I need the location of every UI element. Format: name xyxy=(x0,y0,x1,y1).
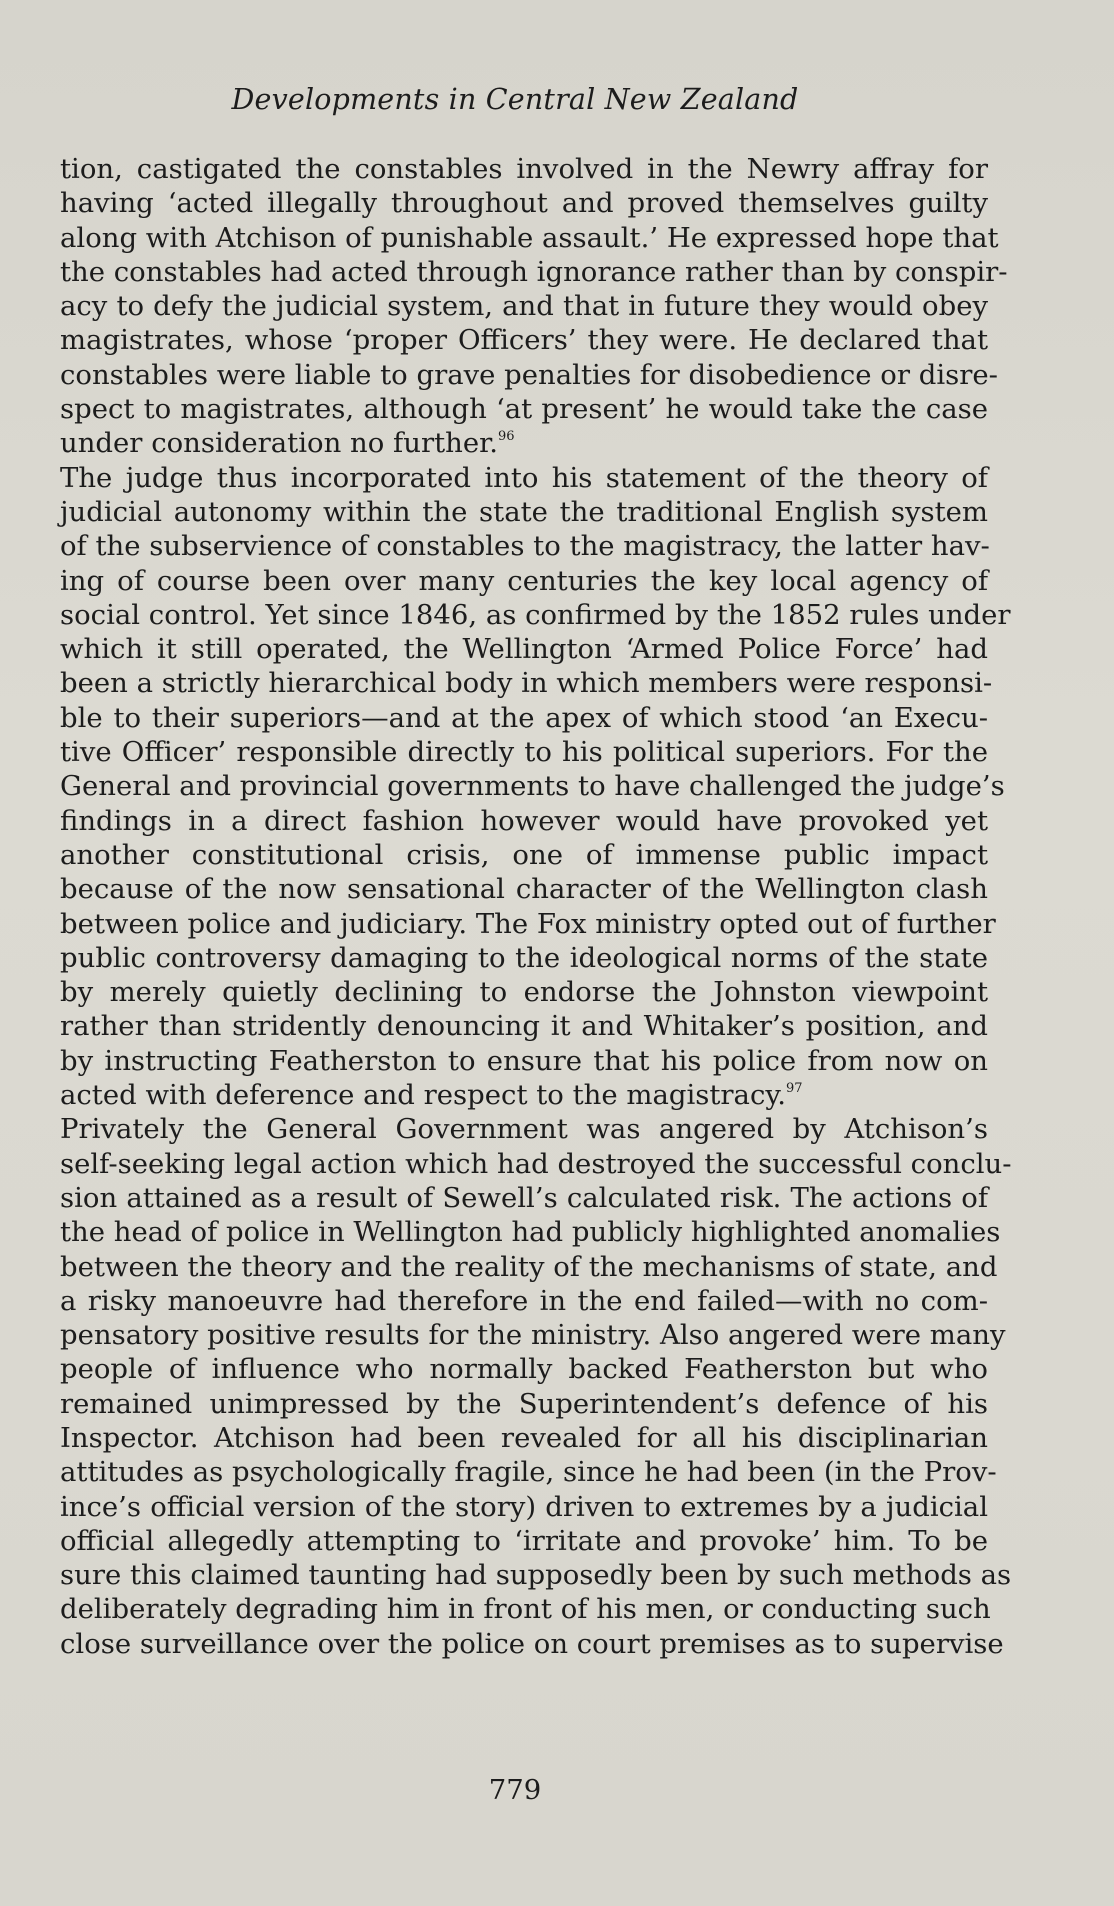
text-line: remained unimpressed by the Superintendent’s defence of his xyxy=(60,1387,988,1420)
text-line: Inspector. Atchison had been revealed for all his disciplinarian xyxy=(60,1421,988,1454)
page-number: 779 xyxy=(488,1774,542,1806)
running-head: Developments in Central New Zealand xyxy=(231,83,799,116)
text-line: people of influence who normally backed Featherston but who xyxy=(60,1353,988,1386)
text-line: tive Officer’ responsible directly to his political superiors. For the xyxy=(60,736,988,769)
text-line: between the theory and the reality of the mechanisms of state, and xyxy=(60,1250,998,1283)
text-line: ble to their superiors—and at the apex of which stood ‘an Execu- xyxy=(60,701,988,734)
text-line-last xyxy=(60,1078,988,1112)
text-line: spect to magistrates, although ‘at present’ he would take the case xyxy=(60,393,988,426)
text-line: of the subservience of constables to the magistracy, the latter hav- xyxy=(60,530,990,563)
text-line: self-seeking legal action which had destroyed the successful conclu- xyxy=(60,1147,1012,1180)
text-line: rather than stridently denouncing it and Whitaker’s position, and xyxy=(60,1010,988,1043)
text-line-last xyxy=(60,426,988,460)
text-line: ing of course been over many centuries the key local agency of xyxy=(60,564,988,597)
text-line: tion, castigated the constables involved in the Newry affray for xyxy=(60,153,988,185)
paragraph xyxy=(60,152,1008,461)
text-line: along with Atchison of punishable assault.’ He expressed hope that xyxy=(60,221,999,254)
text-line: a risky manoeuvre had therefore in the end failed—with no com- xyxy=(60,1284,988,1317)
text-line: pensatory positive results for the ministry. Also angered were many xyxy=(60,1319,1006,1352)
text-line: magistrates, whose ‘proper Officers’ they were. He declared that xyxy=(60,324,988,357)
text-line: official allegedly attempting to ‘irritate and provoke’ him. To be xyxy=(60,1524,988,1557)
text-line: social control. Yet since 1846, as confirmed by the 1852 rules under xyxy=(60,598,1011,631)
text-line: findings in a direct fashion however would have provoked yet xyxy=(60,804,988,837)
text-line: sure this claimed taunting had supposedly been by such methods as xyxy=(60,1559,1012,1592)
text-line: ince’s official version of the story) driven to extremes by a judicial xyxy=(60,1490,988,1523)
text-line: close surveillance over the police on court premises as to supervise xyxy=(60,1627,1004,1660)
text-line: been a strictly hierarchical body in which members were responsi- xyxy=(60,667,993,700)
text-line: because of the now sensational character of the Wellington clash xyxy=(60,873,988,906)
line-text: acted with deference and respect to the magistracy. xyxy=(60,1079,786,1112)
text-line: acy to defy the judicial system, and that in future they would obey xyxy=(60,290,988,323)
paragraph xyxy=(60,461,1011,1113)
text-line: having ‘acted illegally throughout and proved themselves guilty xyxy=(60,187,988,220)
text-line: the head of police in Wellington had publicly highlighted anomalies xyxy=(60,1216,1001,1249)
footnote-marker: 97 xyxy=(785,1081,803,1097)
text-line: The judge thus incorporated into his statement of the theory of xyxy=(60,461,988,494)
text-line: between police and judiciary. The Fox ministry opted out of further xyxy=(60,907,996,940)
footnote-marker: 96 xyxy=(498,429,515,445)
text-line: Privately the General Government was angered by Atchison’s xyxy=(60,1113,988,1146)
text-line: sion attained as a result of Sewell’s calculated risk. The actions of xyxy=(60,1181,988,1214)
text-line: attitudes as psychologically fragile, since he had been (in the Prov- xyxy=(60,1456,997,1489)
text-line: deliberately degrading him in front of his men, or conducting such xyxy=(60,1593,991,1626)
text-line: judicial autonomy within the state the traditional English system xyxy=(60,495,988,528)
text-line: by instructing Featherston to ensure that his police from now on xyxy=(60,1044,988,1077)
line-text: under consideration no further. xyxy=(60,427,498,460)
text-line: which it still operated, the Wellington ‘Armed Police Force’ had xyxy=(60,633,988,666)
text-line: the constables had acted through ignorance rather than by conspir- xyxy=(60,255,1008,288)
text-line: General and provincial governments to have challenged the judge’s xyxy=(60,770,1005,803)
body-text xyxy=(60,152,1012,1661)
paragraph xyxy=(60,1112,1012,1661)
text-line: by merely quietly declining to endorse the Johnston viewpoint xyxy=(60,976,988,1009)
text-line: another constitutional crisis, one of immense public impact xyxy=(60,838,988,871)
text-line: public controversy damaging to the ideological norms of the state xyxy=(60,941,988,974)
text-line: constables were liable to grave penalties for disobedience or disre- xyxy=(60,358,998,391)
